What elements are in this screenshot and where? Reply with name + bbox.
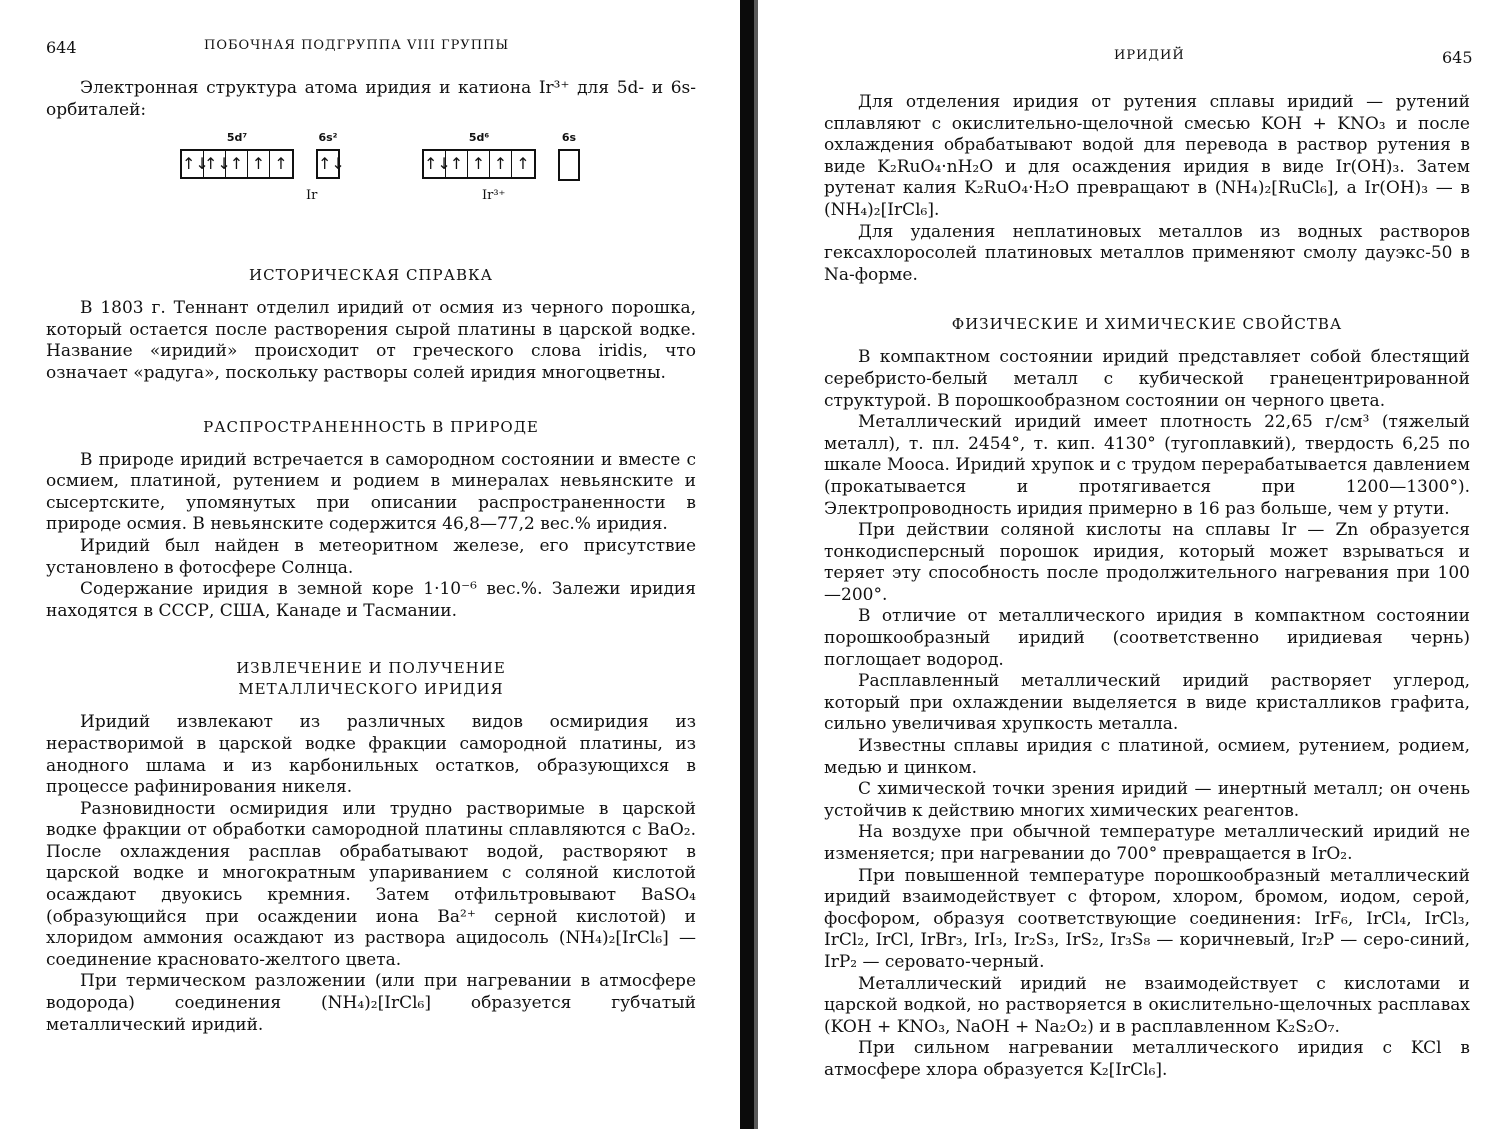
paragraph: В компактном состоянии иридий представляет собой блестящий серебристо-белый металл с кубической гранецентрированной структурой. В порошкообразном состоянии он черного цвета. (824, 347, 1470, 411)
extraction-section (46, 712, 696, 1036)
paragraph: В отличие от металлического иридия в компактном состоянии порошкообразный иридий (соответственно иридиевая чернь) поглощает водород. (824, 606, 1470, 670)
page-number: 644 (46, 38, 77, 57)
paragraph: При повышенной температуре порошкообразный металлический иридий взаимодействует с фтором, хлором, бромом, иодом, серой, фосфором, образуя соответствующие соединения: IrF₆, IrCl₄, IrCl₃, IrCl₂, IrCl, IrBr₃, IrI₃, Ir₂S₃, IrS₂, Ir₃S₈ — коричневый, Ir₂P — серо-синий, IrP₂ — серовато-черный. (824, 865, 1470, 972)
orbital-label: 5d⁷ (226, 131, 248, 145)
paragraph: На воздухе при обычной температуре металлический иридий не изменяется; при нагревании до 700° превращается в IrO₂. (824, 822, 1470, 864)
section-title-history: ИСТОРИЧЕСКАЯ СПРАВКА (249, 266, 493, 285)
paragraph: Содержание иридия в земной коре 1·10⁻⁶ вес.%. Залежи иридия находятся в СССР, США, Канаде и Тасмании. (46, 579, 696, 621)
paragraph: Иридий был найден в метеоритном железе, его присутствие установлено в фотосфере Солнца. (46, 535, 696, 578)
ir3-5d-group (422, 127, 536, 179)
orbital-cell: ↑↓ (182, 151, 204, 177)
history-section (46, 298, 696, 384)
orbital-cell: ↑↓ (204, 151, 226, 177)
paragraph: При термическом разложении (или при нагревании в атмосфере водорода) соединения (NH₄)₂[IrCl₆] образуется губчатый металлический иридий. (46, 971, 696, 1035)
occurrence-section (46, 450, 696, 623)
ir-6s-group (316, 127, 345, 179)
orbital-cell: ↑ (248, 151, 270, 177)
orbital-cell: ↑ (516, 154, 530, 174)
section-title-extraction-line1: ИЗВЛЕЧЕНИЕ И ПОЛУЧЕНИЕ (236, 659, 506, 678)
orbital-cell: ↑↓ (318, 154, 345, 174)
ir3-5d-boxes (422, 149, 536, 179)
paragraph: Для удаления неплатиновых металлов из водных растворов гексахлоросолей платиновых металлов применяют смолу дауэкс-50 в Na-форме. (824, 221, 1470, 285)
paragraph: Известны сплавы иридия с платиной, осмием, рутением, родием, медью и цинком. (824, 736, 1470, 778)
section-title-extraction-line2: МЕТАЛЛИЧЕСКОГО ИРИДИЯ (238, 680, 504, 699)
section-title-properties: ФИЗИЧЕСКИЕ И ХИМИЧЕСКИЕ СВОЙСТВА (951, 315, 1343, 334)
orbital-cell: ↑ (490, 151, 512, 177)
orbital-diagram (46, 127, 696, 223)
paragraph: При действии соляной кислоты на сплавы Ir — Zn образуется тонкодисперсный порошок иридия, который может взрываться и теряет эту способность после продолжительного нагревания при 100—200°. (824, 520, 1470, 605)
ir-5d-group (180, 127, 294, 179)
paragraph: В 1803 г. Теннант отделил иридий от осмия из черного порошка, который остается после растворения сырой платины в царской водке. Название «иридий» происходит от греческого слова iridis, что означает «радуга», поскольку растворы солей иридия многоцветны. (46, 298, 696, 383)
book-spine-edge (754, 0, 758, 1129)
intro-paragraph: Электронная структура атома иридия и катиона Ir³⁺ для 5d- и 6s-орбиталей: (46, 78, 696, 120)
properties-section (824, 347, 1470, 1081)
orbital-cell: ↑ (226, 151, 248, 177)
orbital-cell: ↑ (446, 151, 468, 177)
ir-6s-box (316, 149, 345, 179)
left-text-column (46, 78, 696, 1036)
right-text-column (824, 92, 1470, 1082)
orbital-label: 6s² (318, 131, 338, 145)
orbital-label: 5d⁶ (468, 131, 490, 145)
right-page (766, 0, 1506, 1129)
book-spine (740, 0, 754, 1129)
paragraph: Металлический иридий имеет плотность 22,65 г/см³ (тяжелый металл), т. пл. 2454°, т. кип. 4130° (тугоплавкий), твердость 6,25 по шкале Мооса. Иридий хрупок и с трудом перерабатывается давлением (прокатывается и протягивается при 1200—1300°). Электропроводность иридия примерно в 16 раз больше, чем у ртути. (824, 412, 1470, 519)
paragraph: Для отделения иридия от рутения сплавы иридий — рутений сплавляют с окислительно-щелочной смесью KOH + KNO₃ и после охлаждения обрабатывают водой для перевода в раствор рутения в виде K₂RuO₄·nH₂O и для осаждения иридия в виде Ir(OH)₃. Затем рутенат калия K₂RuO₄·H₂O превращают в (NH₄)₂[RuCl₆], а Ir(OH)₃ — в (NH₄)₂[IrCl₆]. (824, 92, 1470, 220)
ir3-6s-group (558, 127, 580, 181)
paragraph: Расплавленный металлический иридий растворяет углерод, который при охлаждении выделяется в виде кристалликов графита, сильно увеличивая хрупкость металла. (824, 671, 1470, 735)
left-page (0, 0, 740, 1129)
species-label-ir: Ir (306, 188, 318, 204)
orbital-cell: ↑ (274, 154, 288, 174)
paragraph: При сильном нагревании металлического иридия с KCl в атмосфере хлора образуется K₂[IrCl₆]. (824, 1038, 1470, 1080)
paragraph: Металлический иридий не взаимодействует с кислотами и царской водкой, но растворяется в окислительно-щелочных расплавах (KOH + KNO₃, NaOH + Na₂O₂) и в расплавленном K₂S₂O₇. (824, 973, 1470, 1037)
paragraph: Разновидности осмиридия или трудно растворимые в царской водке фракции от обработки самородной платины сплавляются с BaO₂. После охлаждения расплав обрабатывают водой, растворяют в царской водке и многократным упариванием с соляной кислотой осаждают двуокись кремния. Затем отфильтровывают BaSO₄ (образующийся при осаждении иона Ba²⁺ серной кислотой) и хлоридом аммония осаждают из раствора ацидосоль (NH₄)₂[IrCl₆] — соединение красновато-желтого цвета. (46, 798, 696, 970)
running-header: ПОБОЧНАЯ ПОДГРУППА VIII ГРУППЫ (204, 38, 510, 53)
orbital-cell: ↑ (468, 151, 490, 177)
running-header: ИРИДИЙ (1114, 48, 1185, 63)
section-title-occurrence: РАСПРОСТРАНЕННОСТЬ В ПРИРОДЕ (203, 417, 539, 436)
paragraph: С химической точки зрения иридий — инертный металл; он очень устойчив к действию многих химических реагентов. (824, 779, 1470, 821)
page-number: 645 (1442, 48, 1473, 67)
paragraph: Иридий извлекают из различных видов осмиридия из нерастворимой в царской водке фракции самородной платины, из анодного шлама и из карбонильных остатков, образующихся в процессе рафинирования никеля. (46, 712, 696, 798)
orbital-label: 6s (561, 131, 577, 145)
paragraph: В природе иридий встречается в самородном состоянии и вместе с осмием, платиной, рутением и родием в минералах невьянските и сысертските, упомянутых при описании распространенности в природе осмия. В невьянските содержится 46,8—77,2 вес.% иридия. (46, 449, 696, 535)
species-label-ir3: Ir³⁺ (482, 188, 506, 204)
ir-5d-boxes (180, 149, 294, 179)
orbital-cell: ↑↓ (424, 151, 446, 177)
orbital-cell (560, 151, 578, 177)
ir3-6s-empty-box (558, 149, 580, 181)
